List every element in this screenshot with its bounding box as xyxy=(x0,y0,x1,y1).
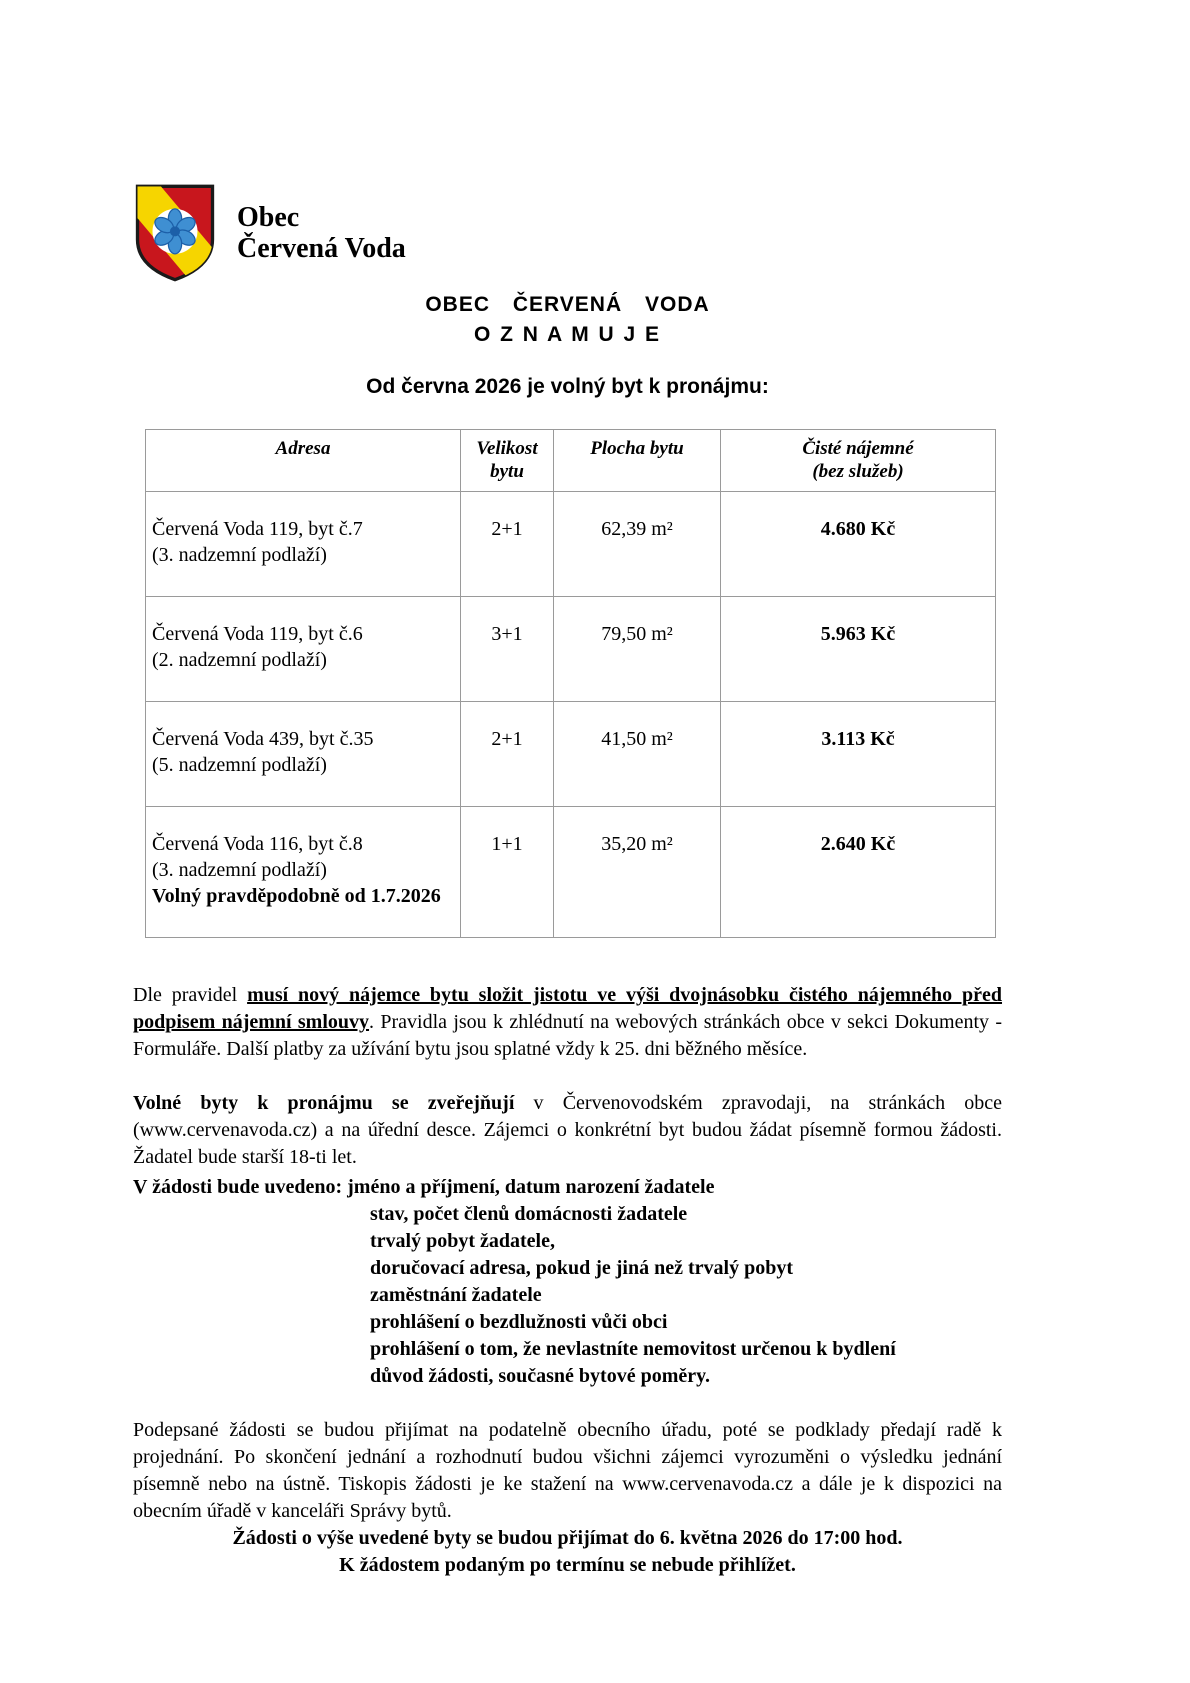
logo-row xyxy=(133,183,1002,283)
document-title: OBEC ČERVENÁ VODA xyxy=(425,293,710,316)
coat-of-arms-icon xyxy=(133,183,217,283)
organization-name-line1: Obec xyxy=(237,202,300,233)
application-item: důvod žádosti, současné bytové poměry. xyxy=(370,1365,711,1387)
application-item: zaměstnání žadatele xyxy=(370,1284,542,1306)
document-content xyxy=(133,183,1002,1579)
deadline-line2: K žádostem podaným po termínu se nebude přihlížet. xyxy=(339,1554,796,1576)
table-row xyxy=(146,702,996,807)
application-item: stav, počet členů domácnosti žadatele xyxy=(370,1203,688,1225)
flat-floor: (2. nadzemní podlaží) xyxy=(152,649,327,671)
col-header-rent xyxy=(721,430,996,492)
flat-address: Červená Voda 119, byt č.6 xyxy=(152,623,363,645)
document-subtitle: O Z N A M U J E xyxy=(473,323,662,346)
publication-rest: v Červenovodském zpravodaji, na stránkách obce (www.cervenavoda.cz) a na úřední desce. Zájemci o konkrétní byt budou žádat písemně formou žádosti. Žadatel bude starší 18-ti let. xyxy=(133,1092,1002,1168)
rules-bold-underlined: musí nový nájemce bytu složit jistotu ve výši dvojnásobku čistého nájemného před podpisem nájemní smlouvy xyxy=(133,984,1003,1033)
flat-size: 2+1 xyxy=(461,492,554,597)
col-header-address: Adresa xyxy=(146,430,461,492)
organization-name xyxy=(237,202,406,264)
table-row xyxy=(146,597,996,702)
flat-address-cell xyxy=(146,492,461,597)
col-header-size: Velikost bytu xyxy=(461,430,554,492)
announcement-line: Od června 2026 je volný byt k pronájmu: xyxy=(366,375,769,398)
flat-rent: 3.113 Kč xyxy=(721,702,996,807)
flat-area: 41,50 m² xyxy=(554,702,721,807)
flat-area: 62,39 m² xyxy=(554,492,721,597)
flats-table xyxy=(145,429,996,938)
flat-note: Volný pravděpodobně od 1.7.2026 xyxy=(152,885,441,907)
application-first-line xyxy=(133,1174,1002,1201)
flat-floor: (3. nadzemní podlaží) xyxy=(152,859,327,881)
flat-rent: 2.640 Kč xyxy=(721,807,996,938)
flat-size: 2+1 xyxy=(461,702,554,807)
flat-size: 1+1 xyxy=(461,807,554,938)
organization-name-line2: Červená Voda xyxy=(237,233,406,264)
flat-address: Červená Voda 119, byt č.7 xyxy=(152,518,363,540)
table-header-row xyxy=(146,430,996,492)
flat-floor: (5. nadzemní podlaží) xyxy=(152,754,327,776)
table-row xyxy=(146,807,996,938)
col-header-rent-line1: Čisté nájemné xyxy=(802,438,914,459)
flat-rent: 5.963 Kč xyxy=(721,597,996,702)
rules-paragraph xyxy=(133,982,1002,1063)
flat-rent: 4.680 Kč xyxy=(721,492,996,597)
col-header-area: Plocha bytu xyxy=(554,430,721,492)
rules-prefix: Dle pravidel xyxy=(133,984,248,1006)
flat-floor: (3. nadzemní podlaží) xyxy=(152,544,327,566)
application-item: trvalý pobyt žadatele, xyxy=(370,1230,555,1252)
flat-address-cell xyxy=(146,807,461,938)
application-requirements xyxy=(133,1174,1002,1390)
flat-address-cell xyxy=(146,597,461,702)
rules-suffix: . Pravidla jsou k zhlédnutí na webových stránkách obce v sekci Dokumenty - Formuláře. Další platby za užívání bytu jsou splatné vždy k 25. dni běžného měsíce. xyxy=(133,1011,1003,1060)
flat-area: 35,20 m² xyxy=(554,807,721,938)
deadline-line1: Žádosti o výše uvedené byty se budou přijímat do 6. května 2026 do 17:00 hod. xyxy=(232,1527,903,1549)
publication-bold: Volné byty k pronájmu se zveřejňují xyxy=(133,1092,515,1114)
application-item: doručovací adresa, pokud je jiná než trvalý pobyt xyxy=(370,1257,793,1279)
application-item: prohlášení o bezdlužnosti vůči obci xyxy=(370,1311,668,1333)
submission-paragraph: Podepsané žádosti se budou přijímat na podatelně obecního úřadu, poté se podklady předají radě k projednání. Po skončení jednání a rozhodnutí budou všichni zájemci vyrozuměni o výsledku jednání písemně nebo na ústně. Tiskopis žádosti je ke stažení na www.cervenavoda.cz a dále je k dispozici na obecním úřadě v kanceláři Správy bytů. xyxy=(133,1419,1002,1522)
flat-size: 3+1 xyxy=(461,597,554,702)
col-header-rent-line2: (bez služeb) xyxy=(812,461,904,482)
flat-address: Červená Voda 116, byt č.8 xyxy=(152,833,363,855)
flat-area: 79,50 m² xyxy=(554,597,721,702)
publication-paragraph xyxy=(133,1090,1002,1171)
title-block xyxy=(133,293,1002,399)
application-item: prohlášení o tom, že nevlastníte nemovitost určenou k bydlení xyxy=(370,1338,896,1360)
application-items-list xyxy=(370,1201,1002,1390)
flat-address: Červená Voda 439, byt č.35 xyxy=(152,728,374,750)
application-item-first: jméno a příjmení, datum narození žadatele xyxy=(347,1176,715,1198)
table-row xyxy=(146,492,996,597)
flat-address-cell xyxy=(146,702,461,807)
application-intro: V žádosti bude uvedeno: xyxy=(133,1176,343,1198)
